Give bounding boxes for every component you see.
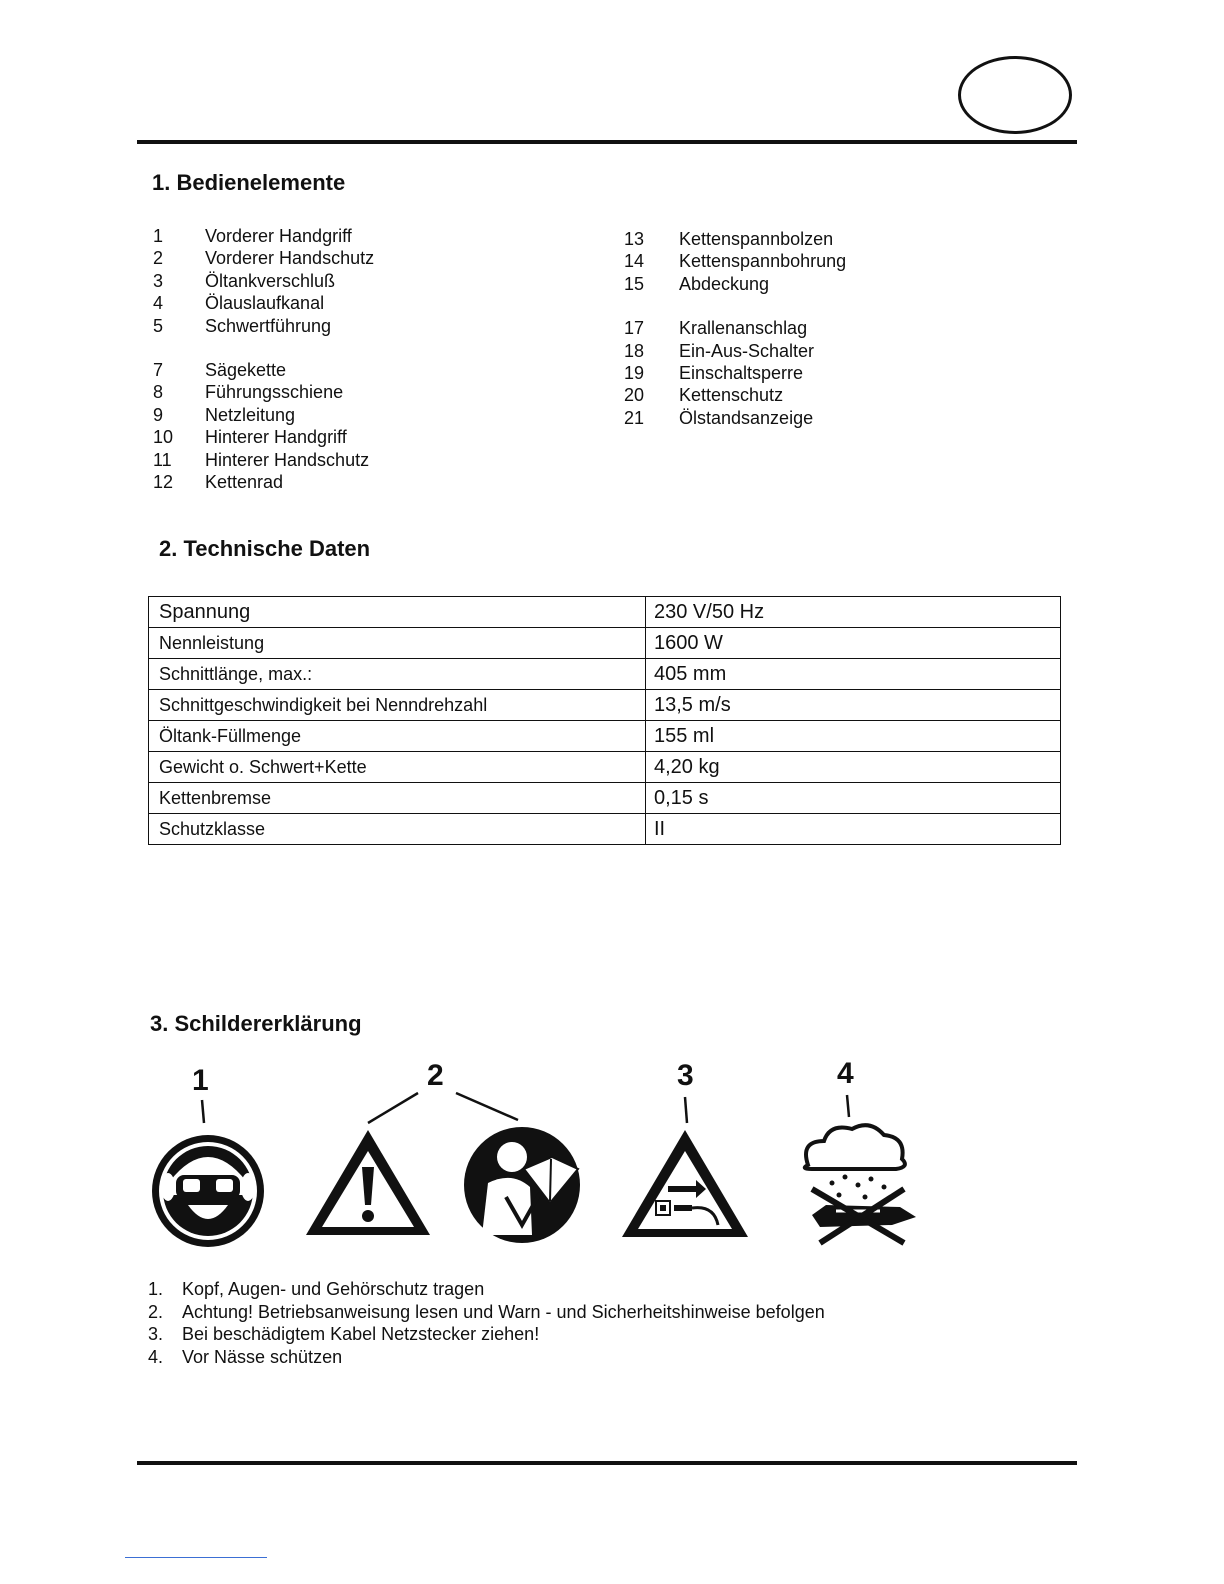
sign-number: 3 [677, 1059, 694, 1092]
read-manual-icon [464, 1127, 580, 1243]
table-row [149, 814, 1061, 845]
protection-mask-icon [152, 1135, 264, 1247]
bottom-rule [137, 1461, 1077, 1465]
list-item: 2. Achtung! Betriebsanweisung lesen und Warn - und Sicherheitshinweise befolgen [148, 1301, 825, 1322]
table-label: Nennleistung [149, 628, 646, 659]
table-value: 13,5 m/s [646, 690, 1061, 721]
list-item: 3. Bei beschädigtem Kabel Netzstecker ziehen! [148, 1324, 540, 1344]
list-item: 4. Vor Nässe schützen [148, 1346, 343, 1367]
list-item: 15 Abdeckung [624, 273, 770, 294]
table-value: 0,15 s [646, 783, 1061, 814]
list-item: 13 Kettenspannbolzen [624, 229, 834, 249]
controls-group [153, 225, 374, 337]
list-item: 14 Kettenspannbohrung [624, 251, 847, 272]
list-item: 4 Ölauslaufkanal [153, 293, 325, 314]
list-item: 18 Ein-Aus-Schalter [624, 340, 815, 361]
controls-group [153, 359, 374, 493]
list-item: 20 Kettenschutz [624, 385, 784, 406]
list-item: 2 Vorderer Handschutz [153, 248, 375, 269]
list-item: 17 Krallenanschlag [624, 318, 808, 339]
table-label: Gewicht o. Schwert+Kette [149, 752, 646, 783]
table-row [149, 721, 1061, 752]
technical-data-table [148, 596, 1061, 845]
sign-number: 4 [837, 1057, 854, 1090]
rain-cloud-icon [805, 1125, 916, 1243]
language-badge-oval [958, 56, 1072, 134]
list-item: 1 Vorderer Handgriff [153, 226, 352, 246]
table-value: 4,20 kg [646, 752, 1061, 783]
table-value: II [646, 814, 1061, 845]
table-value: 230 V/50 Hz [646, 597, 1061, 628]
controls-group [624, 317, 846, 429]
table-label: Öltank-Füllmenge [149, 721, 646, 752]
warning-triangle-icon [306, 1130, 430, 1235]
table-label: Schnittgeschwindigkeit bei Nenndrehzahl [149, 690, 646, 721]
list-item: 8 Führungsschiene [153, 382, 344, 403]
table-value: 1600 W [646, 628, 1061, 659]
table-label: Spannung [149, 597, 646, 628]
sign-number: 1 [192, 1064, 209, 1097]
signs-legend [148, 1278, 825, 1368]
table-label: Kettenbremse [149, 783, 646, 814]
list-item: 19 Einschaltsperre [624, 362, 804, 383]
table-value: 155 ml [646, 721, 1061, 752]
section3-title: 3. Schildererklärung [150, 1011, 362, 1036]
table-row [149, 690, 1061, 721]
table-row [149, 752, 1061, 783]
table-value: 405 mm [646, 659, 1061, 690]
section2-title: 2. Technische Daten [159, 536, 371, 561]
table-row [149, 659, 1061, 690]
table-label: Schnittlänge, max.: [149, 659, 646, 690]
list-item: 9 Netzleitung [153, 404, 296, 425]
table-label: Schutzklasse [149, 814, 646, 845]
list-item: 7 Sägekette [153, 359, 287, 380]
list-item: 11 Hinterer Handschutz [153, 449, 370, 470]
footer-underline [125, 1557, 267, 1558]
unplug-cable-icon [622, 1130, 748, 1237]
list-item: 10 Hinterer Handgriff [153, 427, 347, 448]
top-rule [137, 140, 1077, 144]
warning-signs [140, 1055, 940, 1255]
controls-list-right [624, 228, 846, 429]
table-row [149, 628, 1061, 659]
list-item: 5 Schwertführung [153, 315, 332, 336]
list-item: 3 Öltankverschluß [153, 270, 336, 291]
list-item: 21 Ölstandsanzeige [624, 407, 814, 428]
controls-group [624, 228, 846, 295]
table-row [149, 597, 1061, 628]
list-item: 12 Kettenrad [153, 471, 284, 492]
section1-title: 1. Bedienelemente [152, 170, 346, 195]
controls-list-left [153, 225, 374, 493]
table-row [149, 783, 1061, 814]
sign-number: 2 [427, 1059, 444, 1092]
list-item: 1. Kopf, Augen- und Gehörschutz tragen [148, 1279, 485, 1299]
